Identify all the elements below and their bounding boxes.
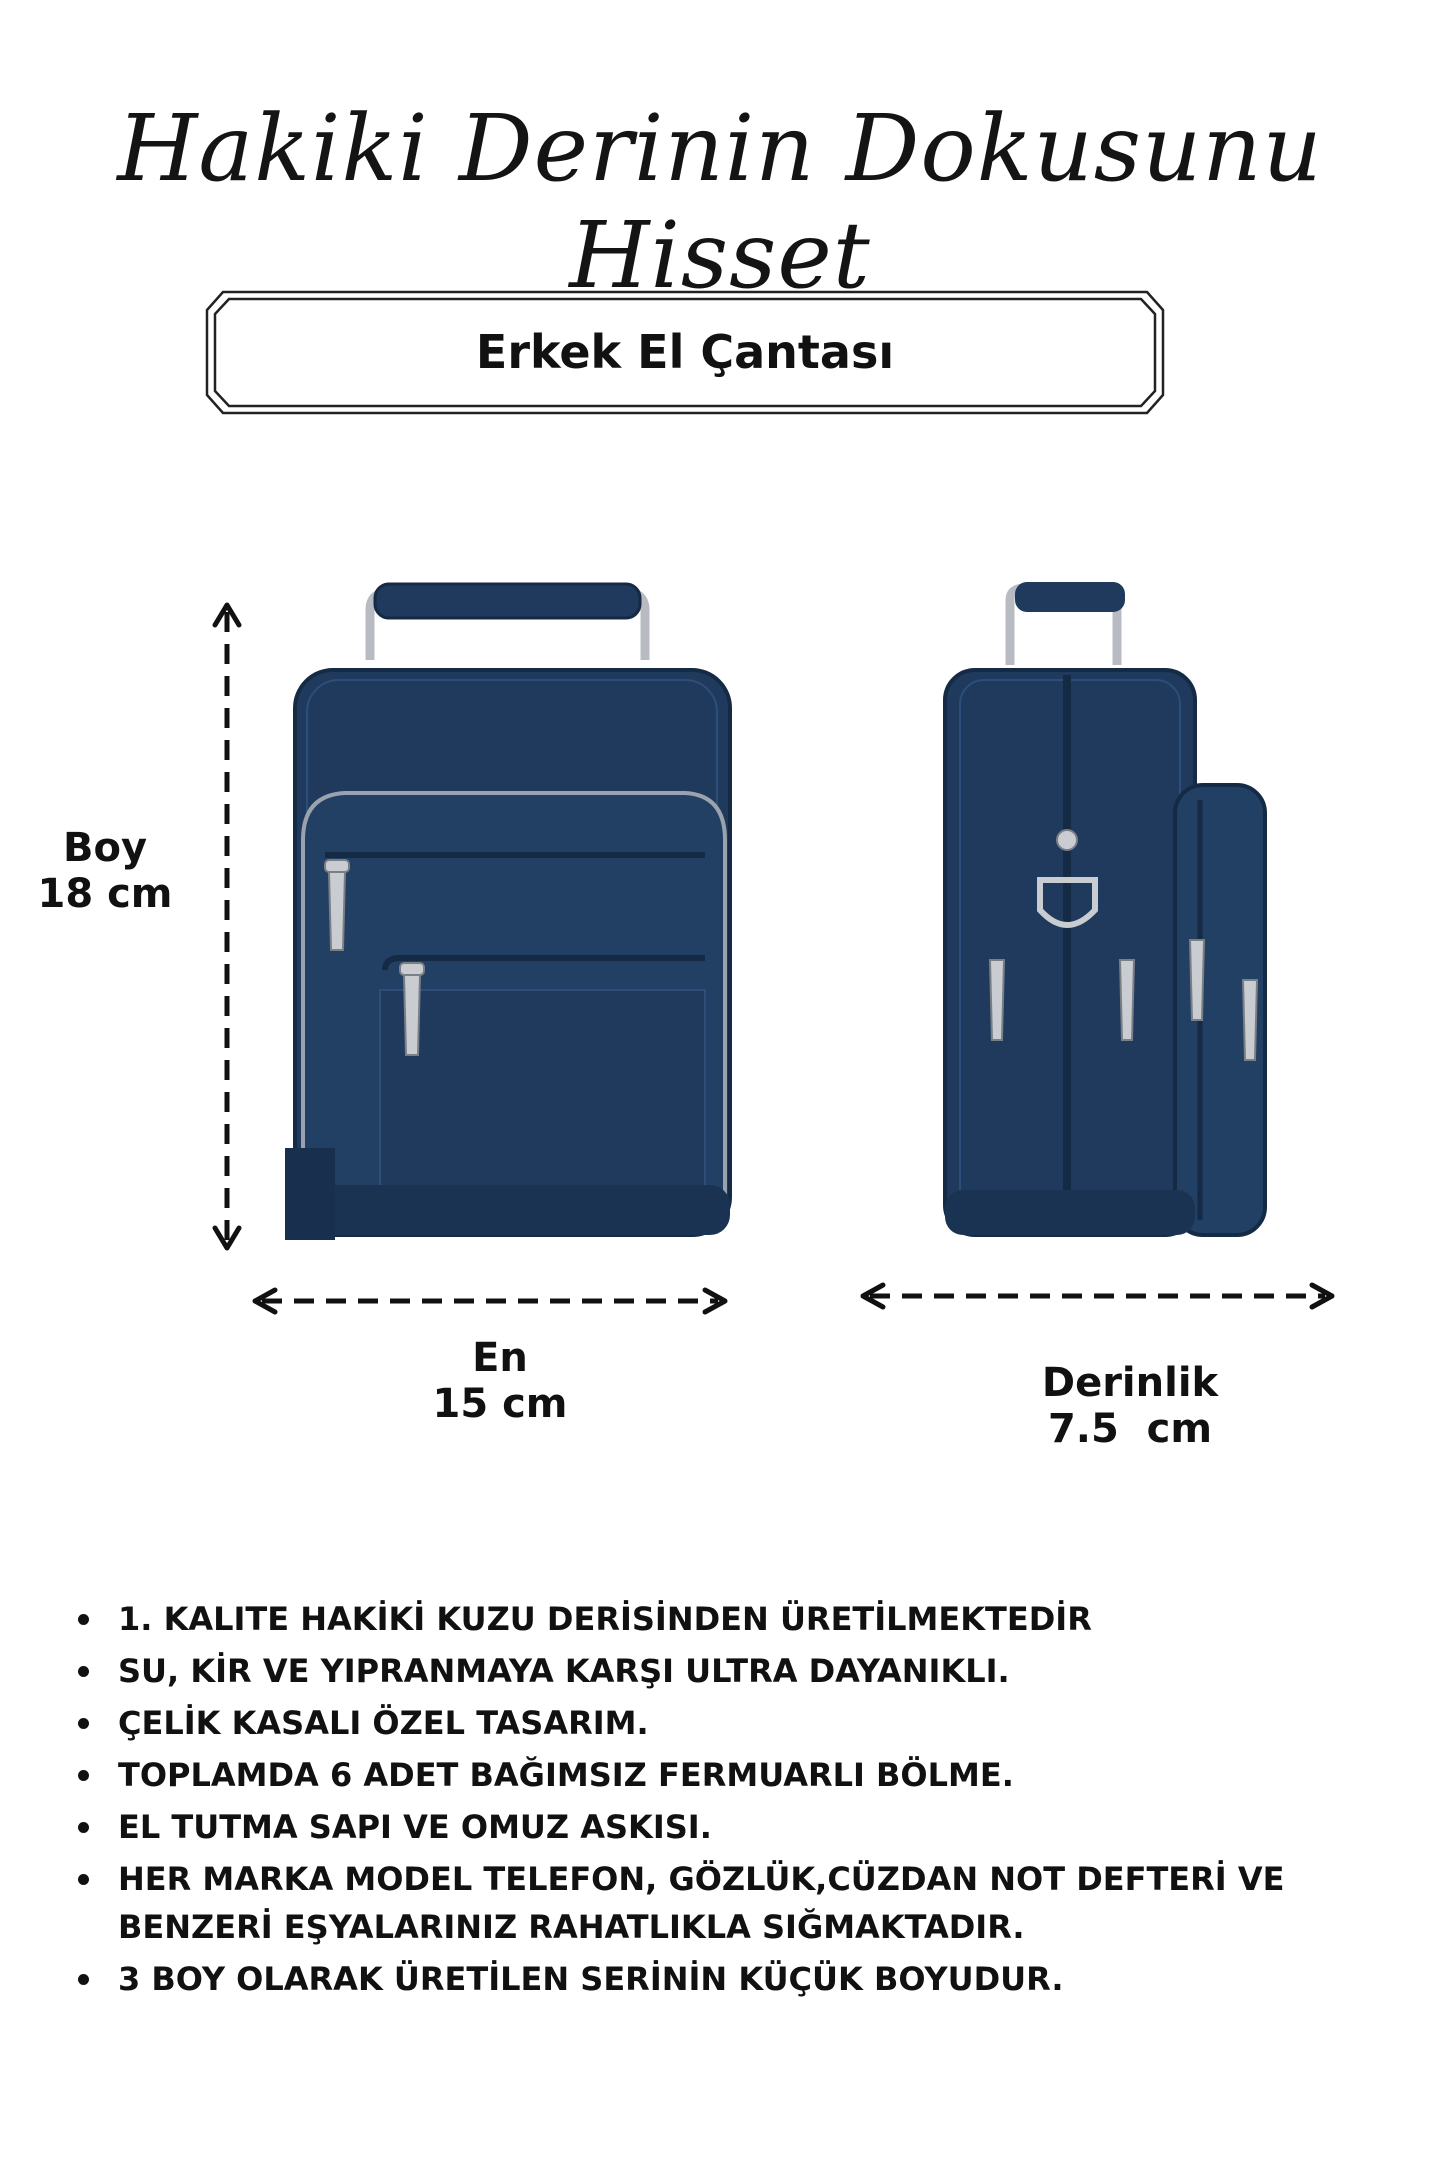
feature-item: TOPLAMDA 6 ADET BAĞIMSIZ FERMUARLI BÖLME.: [78, 1751, 1398, 1799]
width-label: En: [472, 1335, 528, 1381]
depth-dimension: [1010, 1360, 1250, 1452]
bag-front-photo: [285, 580, 745, 1240]
height-label: Boy: [62, 825, 148, 871]
height-value: 18 cm: [37, 871, 173, 917]
width-dimension: [400, 1335, 600, 1427]
headline: Hakiki Derinin Dokusunu Hisset: [117, 95, 1323, 309]
height-dimension: [30, 825, 180, 917]
feature-item: SU, KİR VE YIPRANMAYA KARŞI ULTRA DAYANIKLI.: [78, 1647, 1398, 1695]
bullet-icon: [78, 1770, 89, 1781]
width-arrow: [255, 1290, 725, 1312]
bullet-icon: [78, 1974, 89, 1985]
depth-value: 7.5 cm: [1047, 1406, 1213, 1452]
feature-item: 1. KALITE HAKİKİ KUZU DERİSİNDEN ÜRETİLMEKTEDİR: [78, 1595, 1398, 1643]
bullet-icon: [78, 1614, 89, 1625]
feature-item: HER MARKA MODEL TELEFON, GÖZLÜK,CÜZDAN NOT DEFTERİ VE BENZERİ EŞYALARINIZ RAHATLIKLA SIĞMAKTADIR.: [78, 1855, 1398, 1951]
product-label: Erkek El Çantası: [475, 325, 895, 379]
feature-list: [78, 1595, 1398, 2007]
bullet-icon: [78, 1718, 89, 1729]
feature-item: EL TUTMA SAPI VE OMUZ ASKISI.: [78, 1803, 1398, 1851]
bullet-icon: [78, 1666, 89, 1677]
bullet-icon: [78, 1822, 89, 1833]
width-value: 15 cm: [432, 1381, 568, 1427]
feature-item: ÇELİK KASALI ÖZEL TASARIM.: [78, 1699, 1398, 1747]
bag-side-photo: [905, 580, 1285, 1240]
depth-label: Derinlik: [1041, 1360, 1219, 1406]
feature-item: 3 BOY OLARAK ÜRETİLEN SERİNİN KÜÇÜK BOYUDUR.: [78, 1955, 1398, 2003]
depth-arrow: [863, 1285, 1332, 1307]
bullet-icon: [78, 1874, 89, 1885]
height-arrow: [215, 605, 239, 1248]
